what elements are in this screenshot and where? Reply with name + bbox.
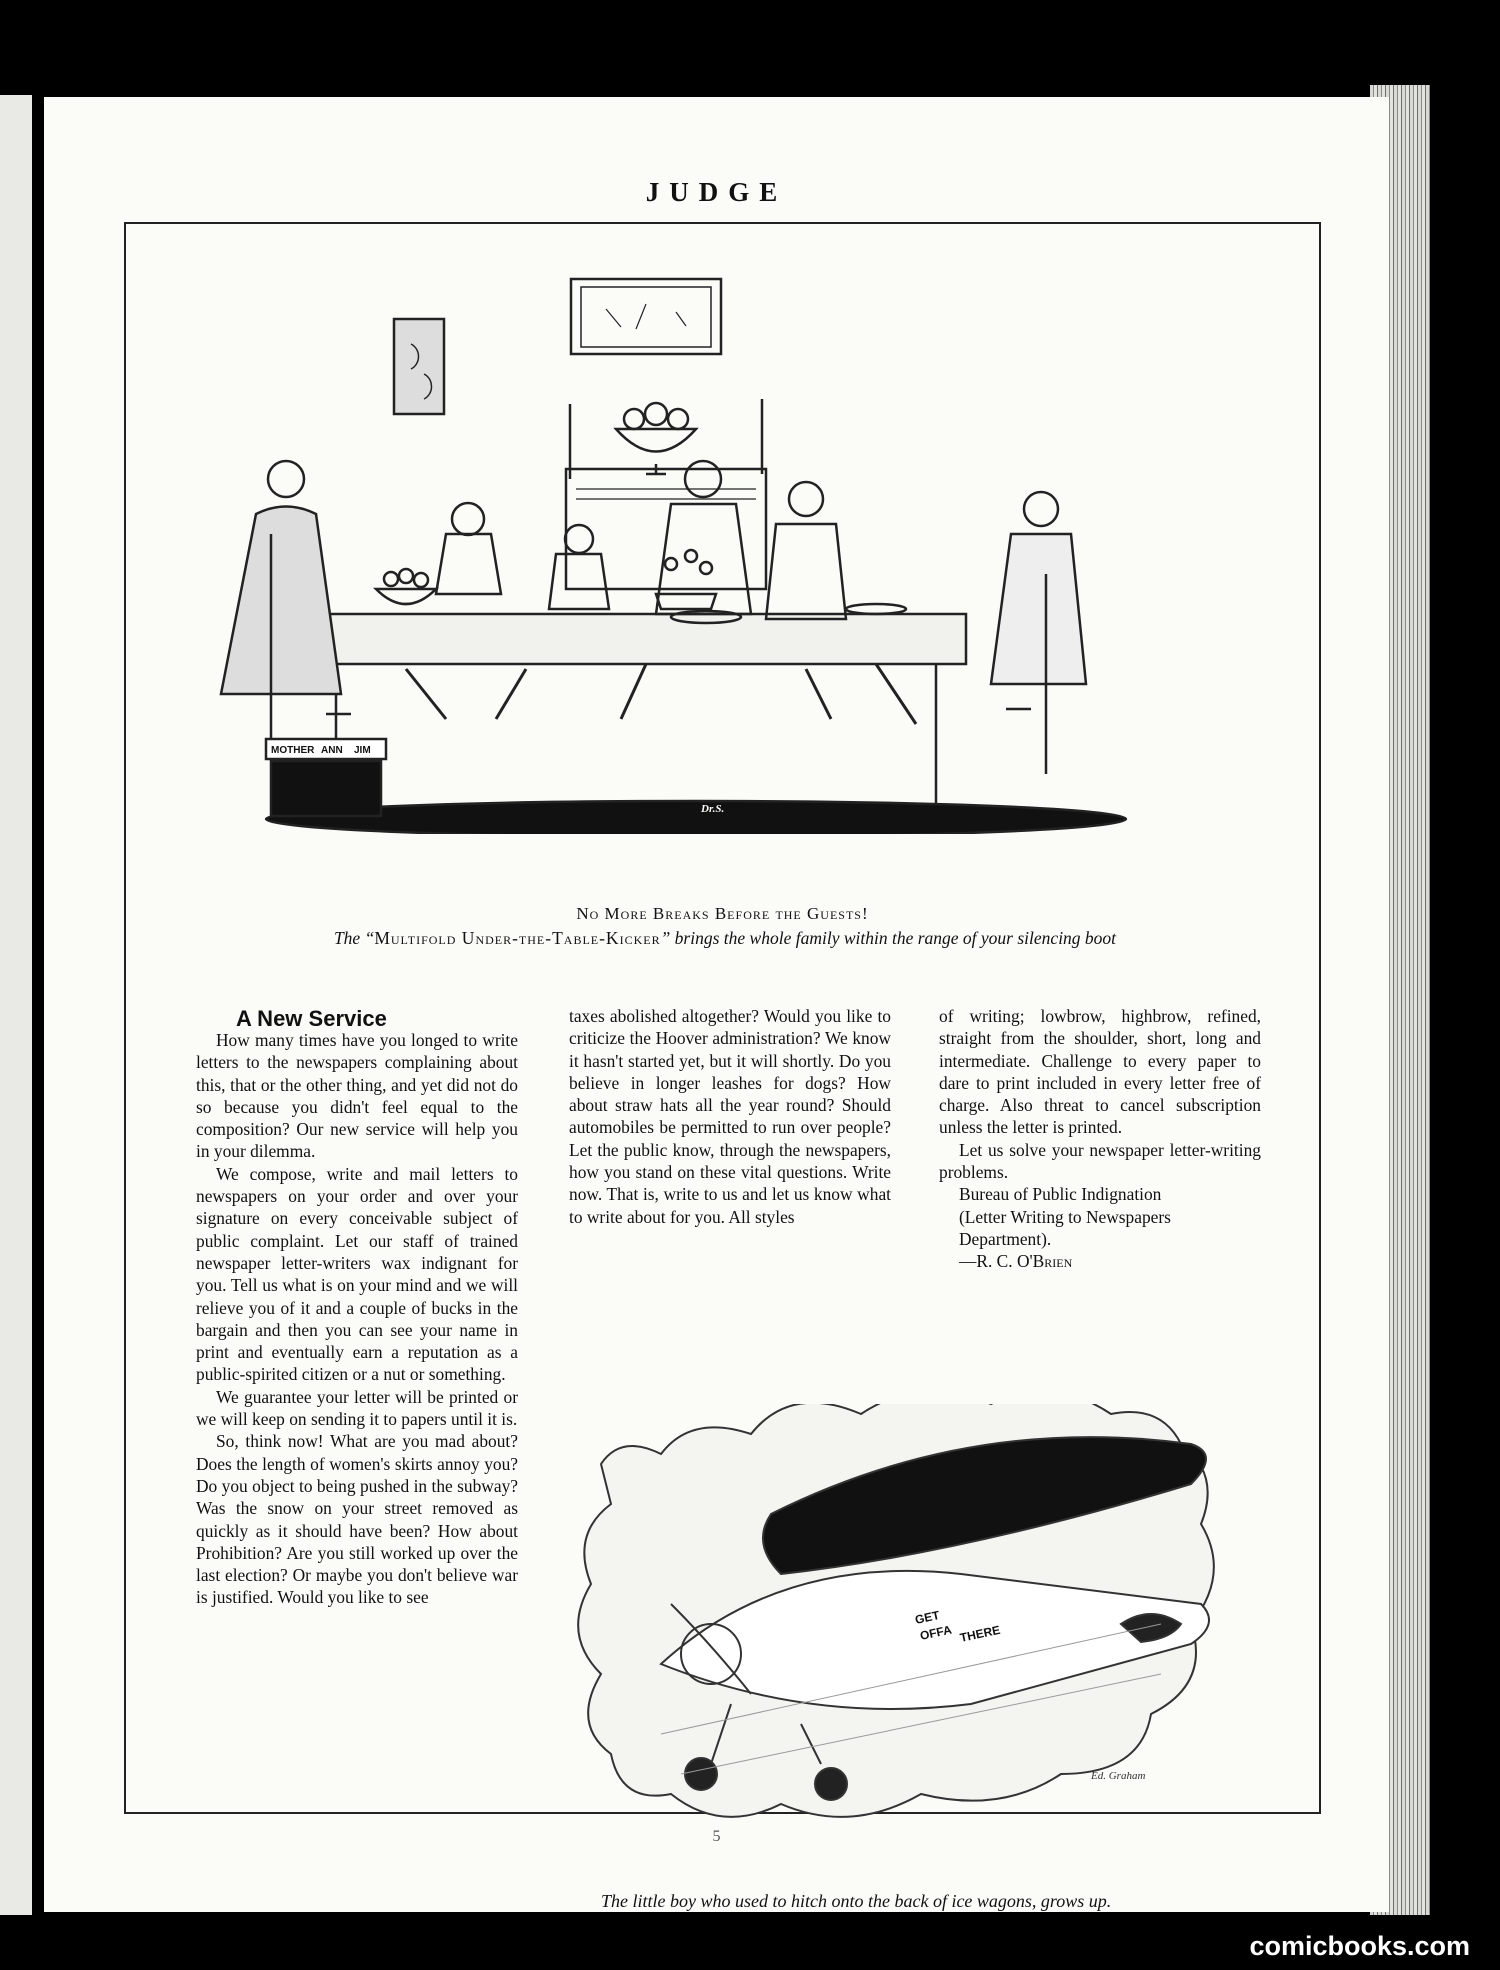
caption-prefix: The “: [333, 928, 375, 948]
caption-suffix: ” brings the whole family within the range of your silencing boot: [660, 928, 1117, 948]
cartoon-caption-body: [146, 928, 1304, 949]
page-frame: [124, 222, 1321, 1911]
dinner-table-cartoon: [176, 234, 1276, 834]
article-column-2: [569, 1005, 891, 1228]
signoff-line: Bureau of Public Indignation: [959, 1184, 1162, 1205]
plane-sign-text-2: OFFA: [918, 1622, 953, 1643]
article-title: A New Service: [236, 1006, 387, 1031]
signoff-line: (Letter Writing to Newspapers: [959, 1206, 1171, 1227]
airplane-cartoon: [561, 1404, 1281, 1884]
plane-signature: Ed. Graham: [1091, 1770, 1146, 1782]
magazine-page: [44, 97, 1389, 1912]
box-label-mother: MOTHER: [271, 745, 315, 756]
article-paragraph: So, think now! What are you mad about? Does the length of women's skirts annoy you? Do you object to being pushed in the subway? Was the snow on your street removed as quickly as it should have been? How about Prohibition? Are you still worked up over the last election? Or maybe you don't believe war is justified. Would you like to see: [196, 1431, 518, 1608]
article-paragraph: taxes abolished altogether? Would you like to criticize the Hoover administration? We know it hasn't started yet, but it will shortly. Do you believe in longer leashes for dogs? How about straw hats all the year round? Should automobiles be permitted to run over people? Let the public know, through the newspapers, how you stand on these vital questions. Write now. That is, write to us and let us know what to write about for you. All styles: [569, 1006, 891, 1227]
article-paragraph: We guarantee your letter will be printed or we will keep on sending it to papers until it is.: [196, 1386, 518, 1430]
page-number: 5: [712, 1828, 721, 1845]
plane-sign-text-3: THERE: [958, 1622, 1002, 1645]
cartoon-signature: Dr.S.: [701, 803, 725, 815]
article-paragraph: Let us solve your newspaper letter-writing problems.: [939, 1139, 1261, 1183]
masthead: JUDGE: [645, 177, 788, 207]
cartoon-caption-headline: No More Breaks Before the Guests!: [576, 904, 869, 923]
signoff-line: Department).: [959, 1228, 1052, 1249]
plane-caption: The little boy who used to hitch onto the back of ice wagons, grows up.: [601, 1891, 1112, 1911]
article-column-1: [196, 1029, 518, 1609]
article-paragraph: We compose, write and mail letters to newspapers on your order and over your signature on every conceivable subject of public complaint. Let our staff of trained newspaper letter-writers wax indignant for you. Tell us what is on your mind and we will relieve you of it and a couple of bucks in the bargain and then you can see your name in print and eventually earn a reputation as a public-spirited citizen or a nut or something.: [196, 1163, 518, 1385]
article-paragraph: How many times have you longed to write letters to the newspapers complaining about this, that or the other thing, and yet did not do so because you didn't feel equal to the composition? Our new service will help you in your dilemma.: [196, 1030, 518, 1162]
box-label-jim: JIM: [354, 745, 371, 756]
plane-sign-text-1: GET: [913, 1608, 941, 1627]
article-paragraph: of writing; lowbrow, highbrow, refined, straight from the shoulder, short, long and intermediate. Challenge to every paper to dare to print included in every letter free of charge. Also threat to cancel subscription unless the letter is printed.: [939, 1006, 1261, 1138]
article-column-3: [939, 1005, 1261, 1273]
caption-product-name: Multifold Under-the-Table-Kicker: [374, 928, 661, 948]
watermark: comicbooks.com: [1249, 1931, 1470, 1961]
article-byline: —R. C. O'Brien: [959, 1251, 1073, 1272]
facing-page-edge: [0, 95, 32, 1915]
box-label-ann: ANN: [321, 745, 343, 756]
